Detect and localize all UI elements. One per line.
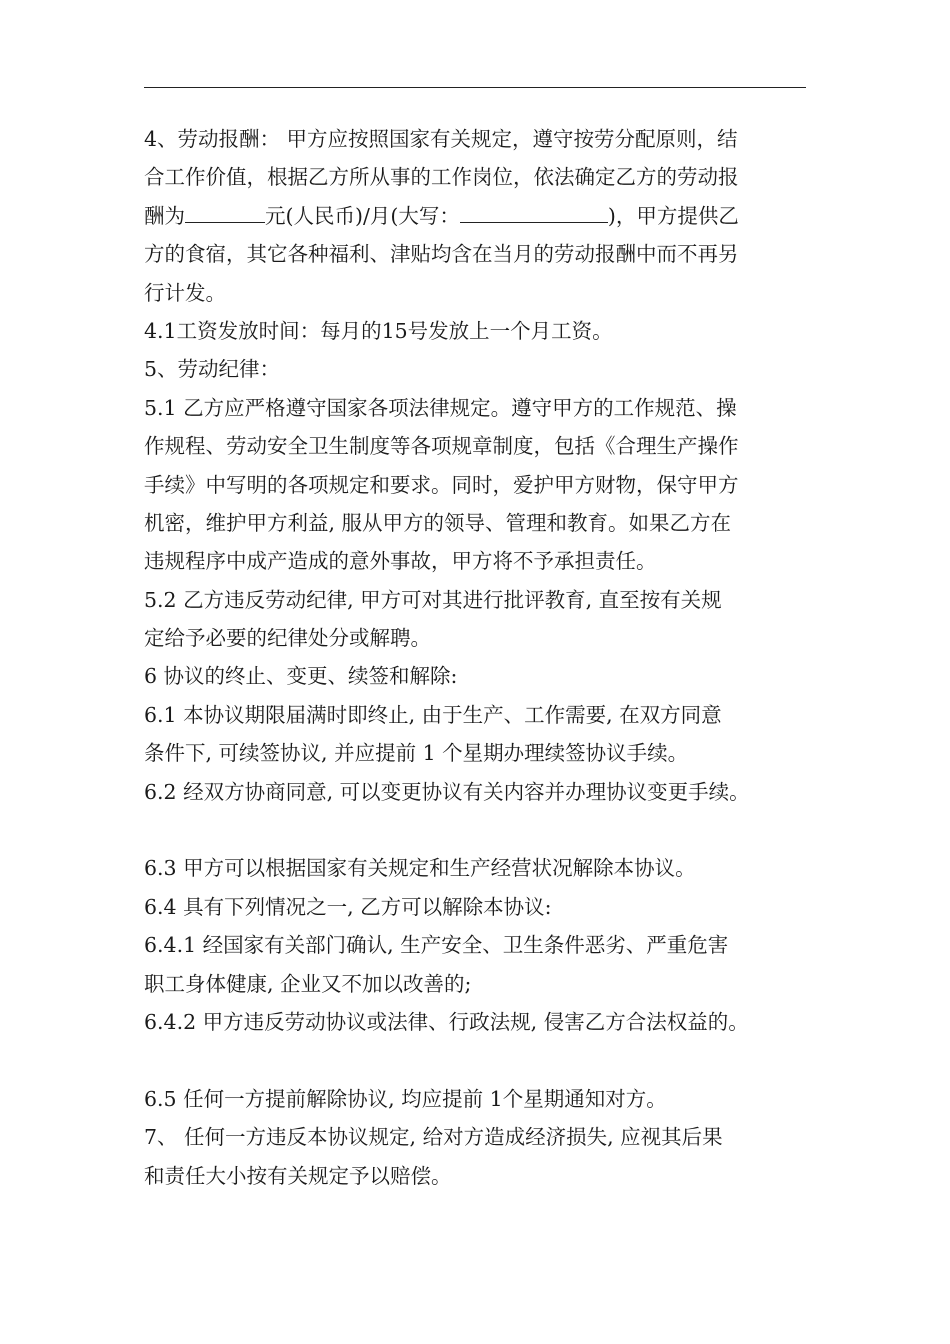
paragraph-line: 6.3 甲方可以根据国家有关规定和生产经营状况解除本协议。	[144, 856, 696, 881]
paragraph-line: 和责任大小按有关规定予以赔偿。	[144, 1163, 452, 1188]
paragraph-line: 7、 任何一方违反本协议规定, 给对方造成经济损失, 应视其后果	[144, 1125, 723, 1150]
paragraph-line: 6.2 经双方协商同意, 可以变更协议有关内容并办理协议变更手续。	[144, 779, 750, 804]
salary-text-tail: )，甲方提供乙	[607, 203, 739, 228]
salary-amount-blank	[185, 221, 265, 223]
blank-line	[144, 811, 806, 849]
blank-line	[144, 1041, 806, 1079]
paragraph-line: 6.4.1 经国家有关部门确认, 生产安全、卫生条件恶劣、严重危害	[144, 933, 729, 958]
paragraph-line: 5.1 乙方应严格遵守国家各项法律规定。遵守甲方的工作规范、操	[144, 395, 737, 420]
document-body	[144, 120, 806, 1195]
paragraph-line: 4、劳动报酬： 甲方应按照国家有关规定，遵守按劳分配原则，结	[144, 127, 738, 151]
paragraph-line: 职工身体健康, 企业又不加以改善的;	[144, 971, 472, 996]
paragraph-line: 6.4.2 甲方违反劳动协议或法律、行政法规, 侵害乙方合法权益的。	[144, 1009, 749, 1034]
section-heading: 5、劳动纪律：	[144, 357, 281, 382]
paragraph-line: 手续》中写明的各项规定和要求。同时，爱护甲方财物，保守甲方	[144, 472, 739, 497]
paragraph-line: 违规程序中成产造成的意外事故，甲方将不予承担责任。	[144, 549, 657, 574]
paragraph-line: 6.4 具有下列情况之一, 乙方可以解除本协议:	[144, 894, 552, 919]
paragraph-line: 4.1工资发放时间：每月的15号发放上一个月工资。	[144, 318, 613, 343]
paragraph-line: 机密，维护甲方利益, 服从甲方的领导、管理和教育。如果乙方在	[144, 510, 732, 535]
paragraph-line: 6.5 任何一方提前解除协议, 均应提前 1个星期通知对方。	[144, 1086, 667, 1111]
paragraph-line: 行计发。	[144, 280, 226, 305]
paragraph-line: 条件下, 可续签协议, 并应提前 1 个星期办理续签协议手续。	[144, 741, 689, 766]
header-rule	[144, 87, 806, 88]
section-heading: 6 协议的终止、变更、续签和解除:	[144, 664, 458, 689]
salary-text-unit: 元(人民币)/月(大写：	[265, 203, 460, 228]
salary-text-lead: 酬为	[144, 203, 185, 228]
paragraph-line: 方的食宿，其它各种福利、津贴均含在当月的劳动报酬中而不再另	[144, 242, 739, 267]
paragraph-line: 定给予必要的纪律处分或解聘。	[144, 626, 431, 651]
salary-line	[144, 197, 806, 235]
paragraph-line: 合工作价值，根据乙方所从事的工作岗位，依法确定乙方的劳动报	[144, 165, 739, 190]
salary-uppercase-blank	[460, 221, 608, 223]
paragraph-line: 6.1 本协议期限届满时即终止, 由于生产、工作需要, 在双方同意	[144, 702, 722, 727]
paragraph-line: 5.2 乙方违反劳动纪律, 甲方可对其进行批评教育, 直至按有关规	[144, 587, 722, 612]
paragraph-line: 作规程、劳动安全卫生制度等各项规章制度，包括《合理生产操作	[144, 434, 739, 459]
